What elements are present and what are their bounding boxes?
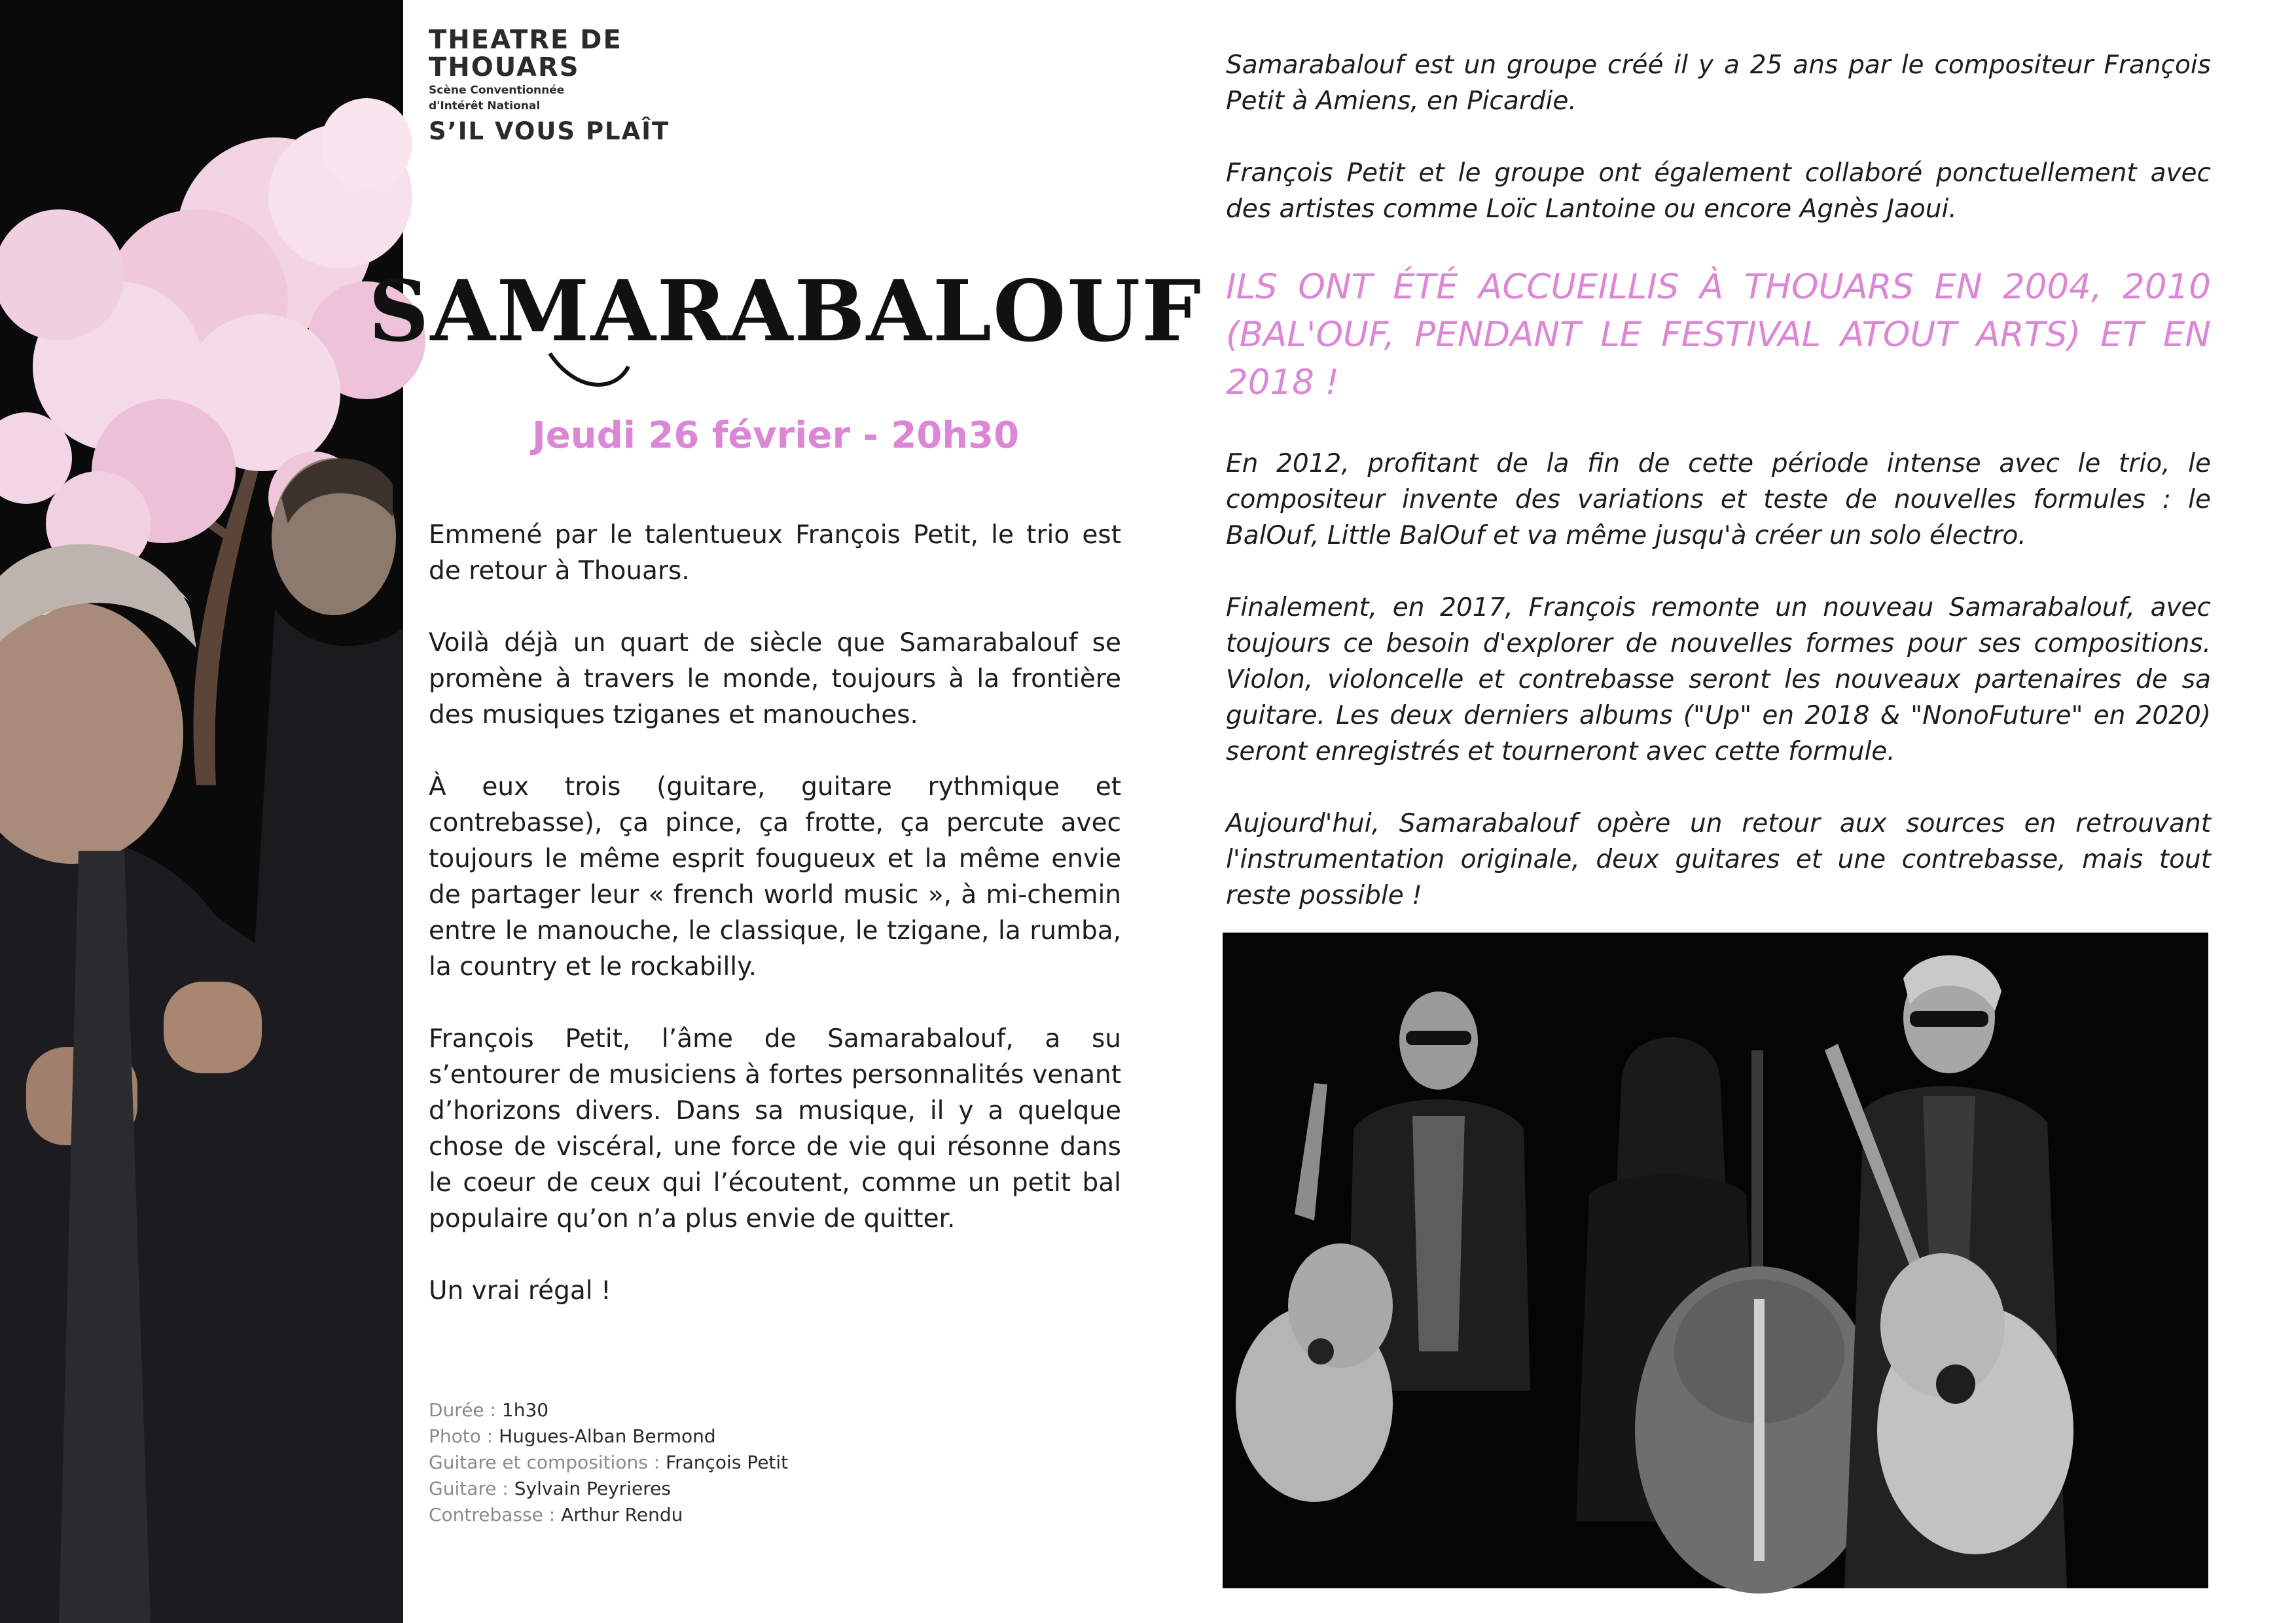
credit-value: 1h30 xyxy=(501,1399,549,1421)
band-photo-illustration xyxy=(1223,933,2208,1588)
credit-value: François Petit xyxy=(666,1452,789,1473)
left-photo-illustration xyxy=(0,0,403,1623)
theatre-subtitle-1: Scène Conventionnée xyxy=(429,84,565,97)
left-band-photo xyxy=(0,0,403,1623)
theatre-subtitle-2: d'Intérêt National xyxy=(429,99,541,113)
credit-value: Arthur Rendu xyxy=(561,1504,683,1525)
show-date: Jeudi 26 février - 20h30 xyxy=(531,414,1020,457)
credit-label: Guitare et compositions : xyxy=(429,1452,666,1473)
theatre-slogan: S’IL VOUS PLAÎT xyxy=(429,116,670,145)
theatre-name: THEATRE DE THOUARS xyxy=(429,25,622,82)
credit-row xyxy=(429,1502,887,1528)
credits-block xyxy=(429,1397,887,1528)
theatre-logo xyxy=(429,26,730,145)
credit-row xyxy=(429,1397,887,1423)
show-title: SAMARABALOUF xyxy=(368,262,1202,361)
credit-value: Sylvain Peyrieres xyxy=(514,1478,671,1499)
history-paragraph: Samarabalouf est un groupe créé il y a 25 ans par le compositeur François Petit à Amiens, en Picardie. xyxy=(1226,50,2211,116)
credit-row xyxy=(429,1476,887,1502)
history-column xyxy=(1226,47,2211,950)
credit-row xyxy=(429,1423,887,1450)
band-photo xyxy=(1223,933,2208,1588)
credit-value: Hugues-Alban Bermond xyxy=(499,1425,716,1447)
show-title-logo xyxy=(368,242,1202,399)
description-paragraph: Emmené par le talentueux François Petit, le trio est de retour à Thouars. xyxy=(429,520,1121,586)
highlight-paragraph: ILS ONT ÉTÉ ACCUEILLIS À THOUARS EN 2004, 2010 (BAL'OUF, PENDANT LE FESTIVAL ATOUT ARTS) ET EN 2018 ! xyxy=(1226,267,2211,402)
credit-label: Guitare : xyxy=(429,1478,514,1499)
description-paragraph: François Petit, l’âme de Samarabalouf, a su s’entourer de musiciens à fortes personnalités venant d’horizons divers. Dans sa musique, il y a quelque chose de viscéral, une force de vie qui résonne dans le coeur de ceux qui l’écoutent, comme un petit bal populaire qu’on n’a plus envie de quitter. xyxy=(429,1024,1121,1234)
description-paragraph: Un vrai régal ! xyxy=(429,1276,611,1306)
history-paragraph: Finalement, en 2017, François remonte un nouveau Samarabalouf, avec toujours ce besoin d'explorer de nouvelles formes pour ses compositions. Violon, violoncelle et contrebasse seront les nouveaux partenaires de sa guitare. Les deux derniers albums ("Up" en 2018 & "NonoFuture" en 2020) seront enregistrés et tourneront avec cette formule. xyxy=(1226,593,2211,766)
description-column xyxy=(429,517,1121,1345)
credit-row xyxy=(429,1450,887,1476)
history-paragraph: En 2012, profitant de la fin de cette période intense avec le trio, le compositeur invente des variations et teste de nouvelles formules : le BalOuf, Little BalOuf et va même jusqu'à créer un solo électro. xyxy=(1226,449,2211,550)
credit-label: Contrebasse : xyxy=(429,1504,562,1525)
description-paragraph: Voilà déjà un quart de siècle que Samarabalouf se promène à travers le monde, toujours à la frontière des musiques tziganes et manouches. xyxy=(429,628,1121,730)
credit-label: Durée : xyxy=(429,1399,502,1421)
history-paragraph: François Petit et le groupe ont également collaboré ponctuellement avec des artistes comme Loïc Lantoine ou encore Agnès Jaoui. xyxy=(1226,158,2211,224)
description-paragraph: À eux trois (guitare, guitare rythmique et contrebasse), ça pince, ça frotte, ça percute avec toujours le même esprit fougueux et la même envie de partager leur « french world music », à mi-chemin entre le manouche, le classique, le tzigane, la rumba, la country et le rockabilly. xyxy=(429,772,1121,982)
history-paragraph: Aujourd'hui, Samarabalouf opère un retour aux sources en retrouvant l'instrumentation originale, deux guitares et une contrebasse, mais tout reste possible ! xyxy=(1226,809,2211,910)
credit-label: Photo : xyxy=(429,1425,499,1447)
